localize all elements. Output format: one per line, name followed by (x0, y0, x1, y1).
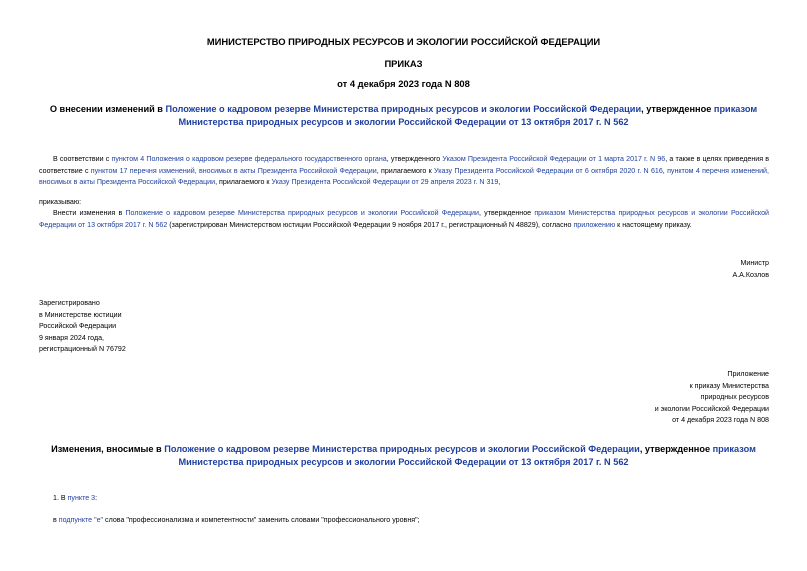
title-prefix: О внесении изменений в (49, 104, 166, 114)
changes-link-order-details[interactable]: Министерства природных ресурсов и экологии Российской Федерации от 13 октября 2017 г. N 562 (178, 457, 629, 467)
order-word: приказываю: (39, 198, 82, 206)
preamble-paragraph: В соответствии с пунктом 4 Положения о кадровом резерве федерального государственного органа, утвержденного Указом Президента Российской Федерации от 1 марта 2017 г. N 96, а также в целях приведения в соответствие с пунктом 17 перечня изменений, вносимых в акты Президента Российской Федерации, прилагаемого к Указу Президента Российской Федерации от 6 октября 2020 г. N 616, пунктом 4 перечня изменений, вносимых в акты Президента Российской Федерации, прилагаемого к Указу Президента Российской Федерации от 29 апреля 2023 г. N 319, (39, 155, 770, 186)
subitem-e: в подпункте "е" слова "профессионализма и компетентности" заменить словами "профессионального уровня"; (53, 516, 420, 524)
link-decree-96[interactable]: Указом Президента Российской Федерации от 1 марта 2017 г. N 96 (442, 155, 666, 163)
order-date: от 4 декабря 2023 года N 808 (337, 78, 470, 89)
clause-paragraph: Внести изменения в Положение о кадровом резерве Министерства природных ресурсов и экологии Российской Федерации, утвержденное приказом Министерства природных ресурсов и экологии Российской Федерации от 13 октября 2017 г. N 562 (зарегистрирован Министерством юстиции Российской Федерации 9 ноября 2017 г., регистрационный N 48829), согласно приложению к настоящему приказу. (39, 209, 770, 229)
title-link-order-details[interactable]: Министерства природных ресурсов и экологии Российской Федерации от 13 октября 2017 г. N 562 (178, 117, 629, 127)
link-regulation[interactable]: Положение о кадровом резерве Министерства природных ресурсов и экологии Российской Федерации (125, 209, 479, 217)
order-heading: ПРИКАЗ (384, 58, 423, 69)
title-mid: , утвержденное (641, 104, 714, 114)
changes-link-regulation[interactable]: Положение о кадровом резерве Министерства природных ресурсов и экологии Российской Федерации (164, 444, 640, 454)
changes-link-order[interactable]: приказом (712, 444, 756, 454)
order-title (48, 103, 759, 129)
link-point4-list[interactable]: пунктом 4 перечня изменений, вносимых в акты Президента Российской Федерации (39, 166, 769, 186)
link-order-562[interactable]: приказом Министерства природных ресурсов и экологии Российской Федерации от 13 октября 2017 г. N 562 (39, 209, 770, 229)
title-link-regulation[interactable]: Положение о кадровом резерве Министерства природных ресурсов и экологии Российской Федерации (165, 104, 642, 114)
link-decree-319[interactable]: Указу Президента Российской Федерации от 29 апреля 2023 г. N 319 (271, 178, 499, 186)
link-regulation-point4[interactable]: пунктом 4 Положения о кадровом резерве федерального государственного органа (111, 155, 387, 163)
item-1: 1. В пункте 3: (53, 494, 98, 502)
link-point3[interactable]: пункте 3 (67, 494, 96, 502)
link-point17[interactable]: пунктом 17 перечня изменений, вносимых в акты Президента Российской Федерации (90, 166, 377, 175)
signature-block (732, 258, 769, 281)
title-link-order[interactable]: приказом (713, 104, 758, 114)
link-decree-616[interactable]: Указу Президента Российской Федерации от 6 октября 2020 г. N 616 (434, 166, 663, 175)
registration-block: Зарегистрировано в Министерстве юстиции Российской Федерации 9 января 2024 года, регистрационный N 76792 (39, 299, 126, 353)
changes-title: Изменения, вносимые в Положение о кадровом резерве Министерства природных ресурсов и экологии Российской Федерации, утвержденное приказом Министерства природных ресурсов и экологии Российской Федерации от 13 октября 2017 г. N 562 (51, 444, 756, 467)
signature-position: Министр (740, 259, 769, 267)
signature-name: А.А.Козлов (732, 270, 769, 279)
link-subpoint-e[interactable]: подпункте "е" (58, 516, 104, 524)
appendix-block: Приложение к приказу Министерства природных ресурсов и экологии Российской Федерации от 4 декабря 2023 года N 808 (654, 370, 769, 424)
link-appendix[interactable]: приложению (573, 220, 616, 229)
ministry-heading: МИНИСТЕРСТВО ПРИРОДНЫХ РЕСУРСОВ И ЭКОЛОГИИ РОССИЙСКОЙ ФЕДЕРАЦИИ (206, 36, 601, 47)
